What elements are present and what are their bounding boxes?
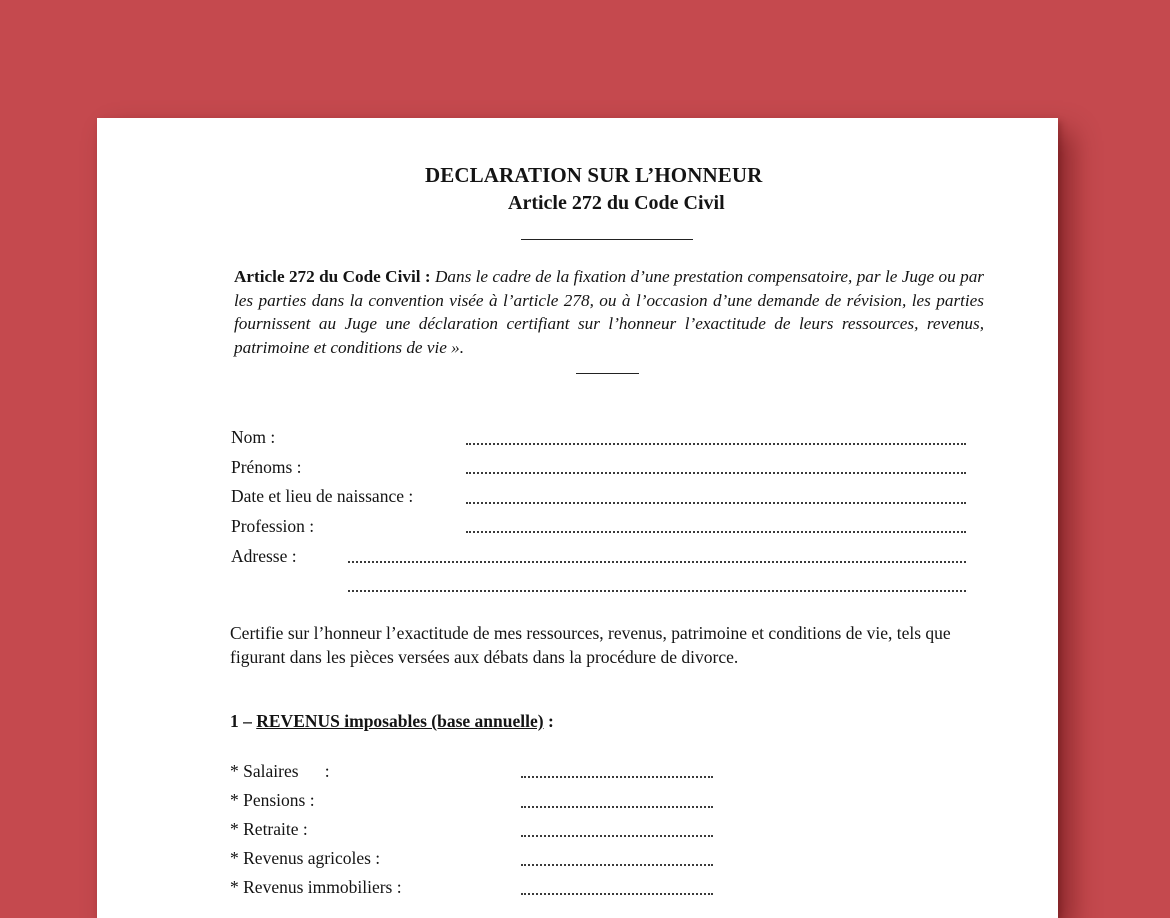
intro-text: Dans le cadre de la fixation d’une prestation compensatoire, par le Juge ou par les parties dans la convention visée à l’article 278, ou à l’occasion d’une demande de révision, les parties fournissent au Juge une déclaration certifiant sur l’honneur l’exactitude de leurs ressources, revenus, patrimoine et conditions de vie ». bbox=[234, 267, 984, 357]
field-line-naissance[interactable] bbox=[466, 502, 966, 504]
certification-text: Certifie sur l’honneur l’exactitude de mes ressources, revenus, patrimoine et conditions de vie, tels que figurant dans les pièces versées aux débats dans la procédure de divorce. bbox=[230, 623, 951, 667]
income-line-retraite[interactable] bbox=[521, 835, 713, 837]
income-label-salaires: * Salaires : bbox=[230, 761, 330, 781]
income-line-immobiliers[interactable] bbox=[521, 893, 713, 895]
income-label-immobiliers: * Revenus immobiliers : bbox=[230, 877, 402, 897]
field-label-adresse: Adresse : bbox=[231, 546, 297, 566]
title-divider bbox=[521, 239, 693, 240]
intro-paragraph bbox=[234, 265, 984, 359]
field-label-naissance: Date et lieu de naissance : bbox=[231, 486, 414, 506]
income-label-agricoles: * Revenus agricoles : bbox=[230, 848, 381, 868]
declaration-page bbox=[97, 118, 1058, 918]
intro-label: Article 272 du Code Civil : bbox=[234, 267, 431, 286]
income-line-pensions[interactable] bbox=[521, 806, 713, 808]
section-revenus-heading bbox=[230, 711, 554, 732]
income-label-retraite: * Retraite : bbox=[230, 819, 308, 839]
field-line-prenoms[interactable] bbox=[466, 472, 966, 474]
section-title: REVENUS imposables (base annuelle) bbox=[256, 711, 544, 731]
field-line-nom[interactable] bbox=[466, 443, 966, 445]
document-title: DECLARATION SUR L’HONNEUR bbox=[425, 163, 763, 187]
field-line-adresse-1[interactable] bbox=[348, 561, 966, 563]
field-label-nom: Nom : bbox=[231, 427, 276, 447]
income-label-pensions: * Pensions : bbox=[230, 790, 315, 810]
field-label-profession: Profession : bbox=[231, 516, 315, 536]
income-line-salaires[interactable] bbox=[521, 776, 713, 778]
field-line-profession[interactable] bbox=[466, 531, 966, 533]
income-line-agricoles[interactable] bbox=[521, 864, 713, 866]
field-label-prenoms: Prénoms : bbox=[231, 457, 302, 477]
section-number: 1 – bbox=[230, 711, 257, 731]
document-subtitle: Article 272 du Code Civil bbox=[508, 192, 725, 214]
field-line-adresse-2[interactable] bbox=[348, 590, 966, 592]
intro-divider bbox=[576, 373, 639, 374]
section-colon: : bbox=[543, 711, 554, 731]
